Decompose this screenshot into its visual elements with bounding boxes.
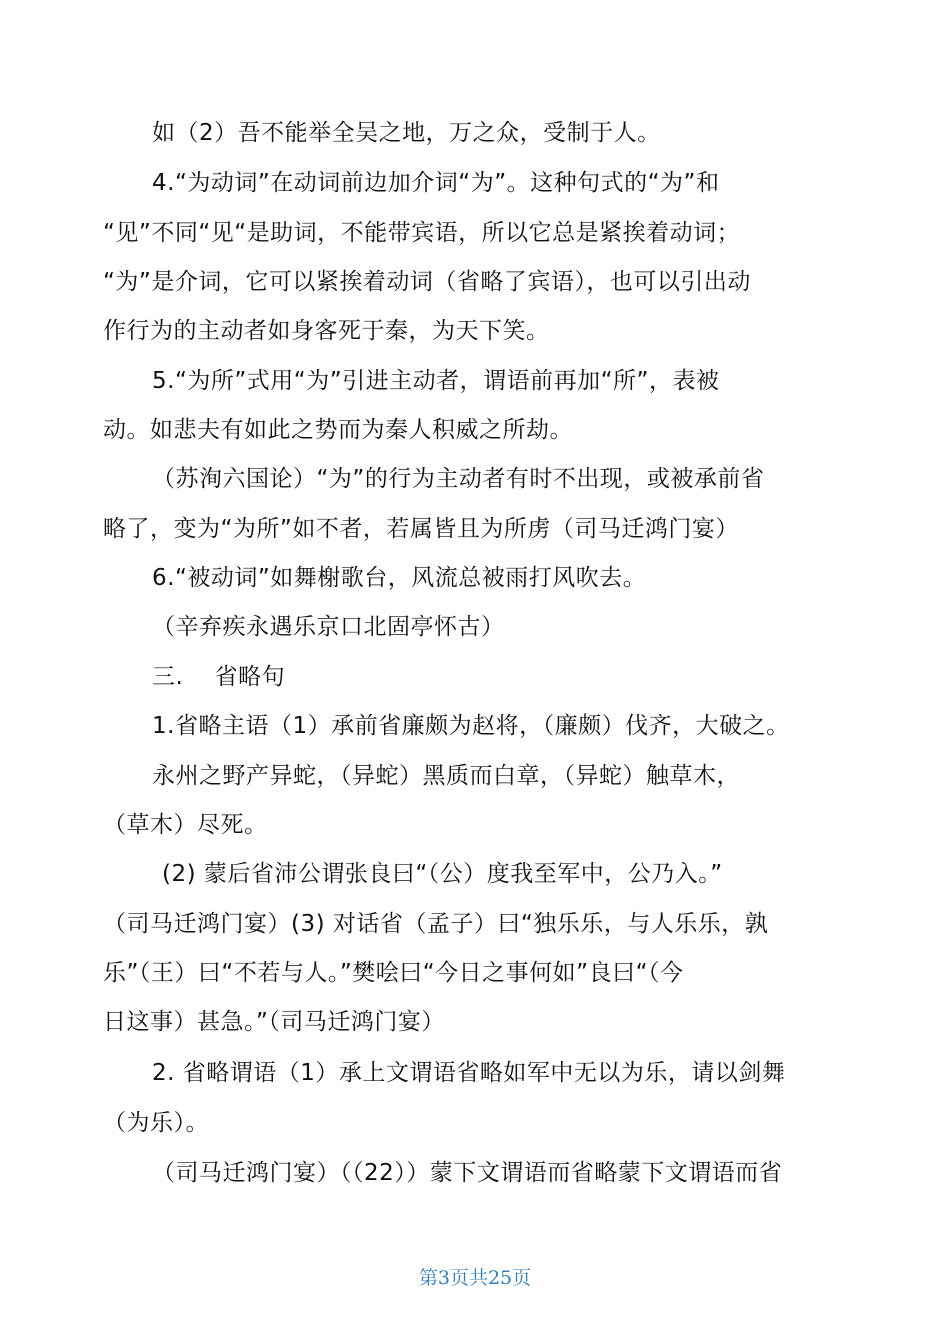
text-line: 4.“为动词”在动词前边加介词“为”。这种句式的“为”和: [152, 170, 720, 196]
text-line: （司马迁鸿门宴）(3) 对话省（孟子）曰“独乐乐，与人乐乐，孰: [103, 911, 769, 937]
text-line: 2. 省略谓语（1）承上文谓语省略如军中无以为乐，请以剑舞: [152, 1060, 786, 1086]
text-line: 6.“被动词”如舞榭歌台，风流总被雨打风吹去。: [152, 565, 647, 591]
text-line: （苏洵六国论）“为”的行为主动者有时不出现，或被承前省: [152, 466, 765, 492]
text-line: 作行为的主动者如身客死于秦，为天下笑。: [103, 318, 550, 344]
text-line: 永州之野产异蛇，（异蛇）黑质而白章，（异蛇）触草木，: [152, 763, 740, 789]
text-line: 1.省略主语（1）承前省廉颇为赵将，（廉颇）伐齐，大破之。: [152, 713, 790, 739]
text-line: 略了，变为“为所”如不者，若属皆且为所虏（司马迁鸿门宴）: [103, 516, 739, 542]
page-number-footer: 第3页共25页: [418, 1267, 532, 1289]
text-line: 日这事）甚急。”（司马迁鸿门宴）: [103, 1009, 445, 1035]
text-line: 动。如悲夫有如此之势而为秦人积威之所劫。: [103, 417, 573, 443]
text-line: “为”是介词，它可以紧挨着动词（省略了宾语），也可以引出动: [103, 269, 751, 295]
text-line: (2) 蒙后省沛公谓张良曰“（公）度我至军中，公乃入。”: [162, 861, 723, 887]
text-line: 乐”（王）曰“不若与人。”樊哙曰“今日之事何如”良曰“（今: [103, 960, 684, 986]
text-line: （辛弃疾永遇乐京口北固亭怀古）: [152, 614, 505, 640]
text-line: 如（2）吾不能举全吴之地，万之众，受制于人。: [152, 120, 661, 146]
text-line: （为乐）。: [103, 1110, 209, 1136]
text-line: （草木）尽死。: [103, 812, 268, 838]
text-line: 5.“为所”式用“为”引进主动者，谓语前再加“所”，表被: [152, 368, 720, 394]
text-line: （司马迁鸿门宴）（（22））蒙下文谓语而省略蒙下文谓语而省: [152, 1160, 783, 1186]
section-heading: 三. 省略句: [152, 664, 286, 690]
text-line: “见”不同“见“是助词，不能带宾语，所以它总是紧挨着动词；: [103, 220, 741, 246]
